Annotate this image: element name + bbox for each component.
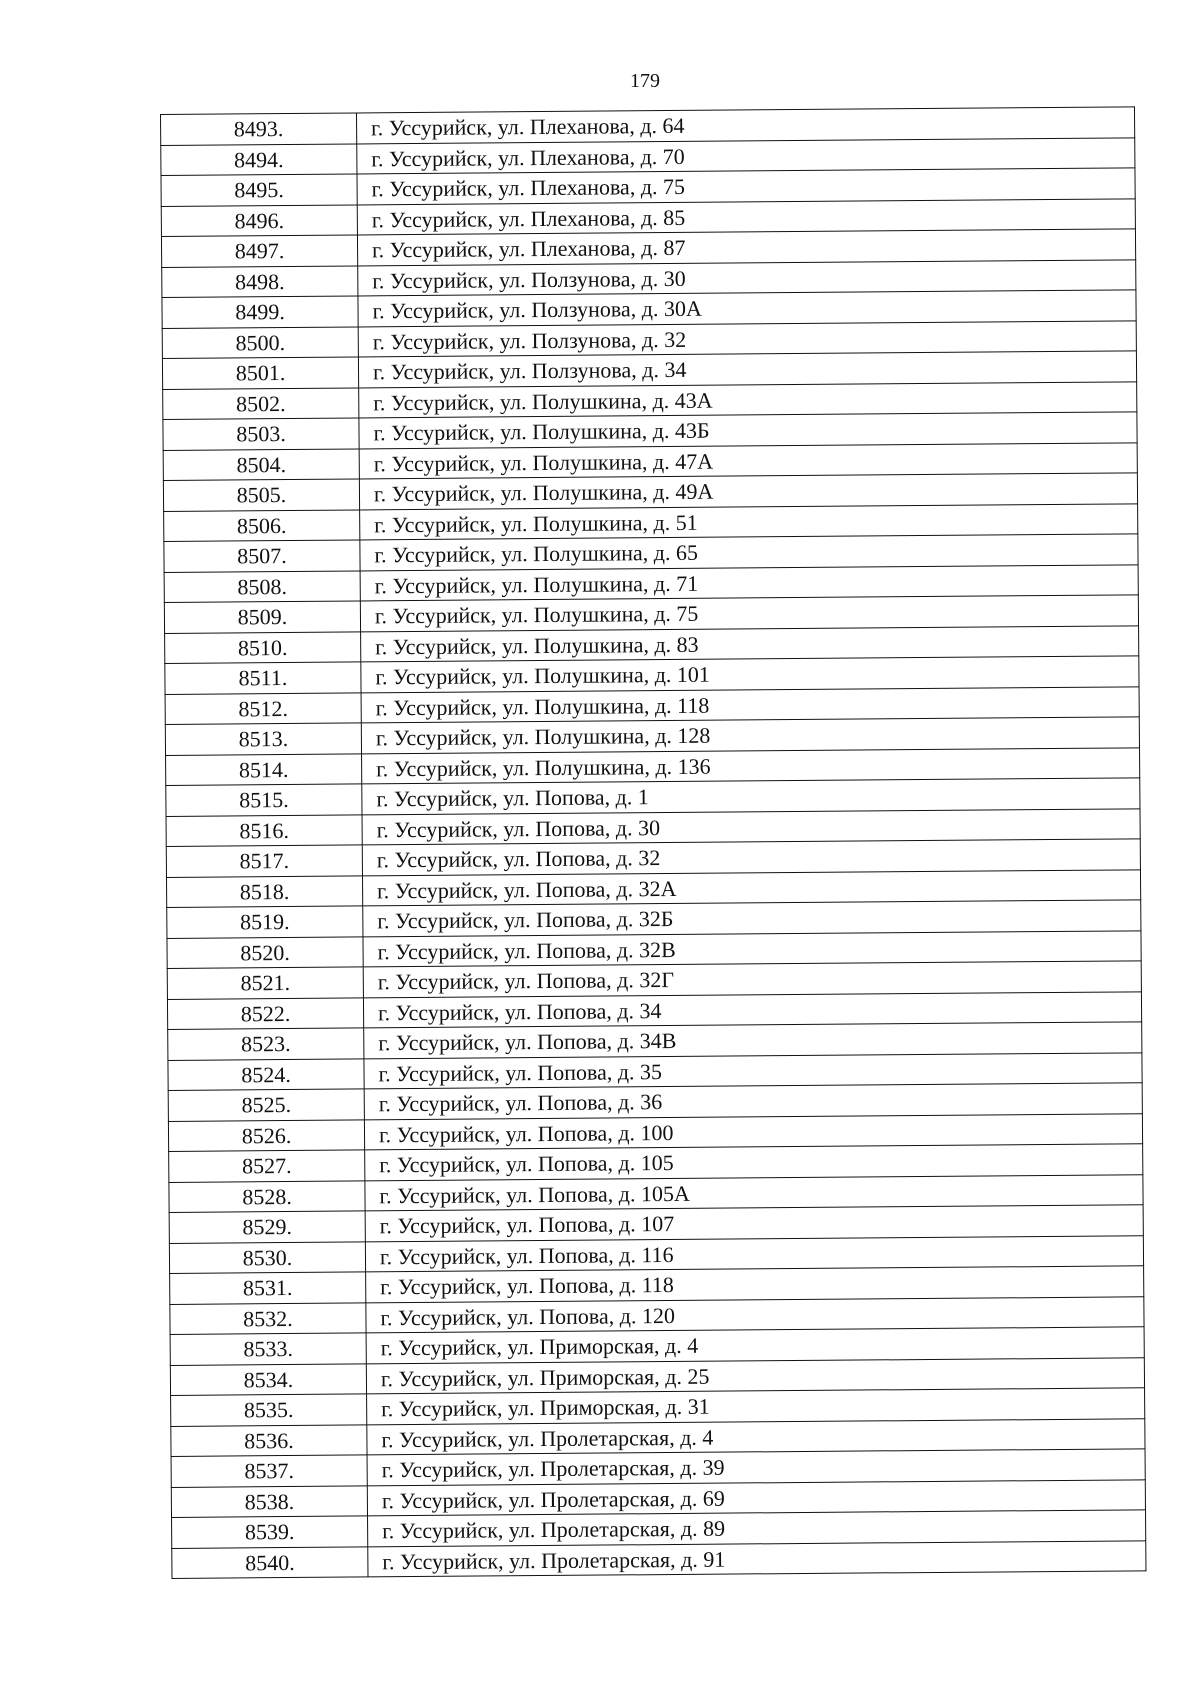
- address-cell: г. Уссурийск, ул. Попова, д. 35: [364, 1052, 1142, 1089]
- row-number-cell: 8497.: [161, 235, 357, 267]
- address-cell: г. Уссурийск, ул. Полушкина, д. 51: [360, 503, 1138, 540]
- address-table-body: [161, 107, 1146, 1579]
- address-cell: г. Уссурийск, ул. Попова, д. 32Г: [363, 961, 1141, 998]
- row-number-cell: 8518.: [166, 875, 362, 907]
- address-cell: г. Уссурийск, ул. Попова, д. 34: [363, 991, 1141, 1028]
- row-number-cell: 8519.: [167, 906, 363, 938]
- row-number-cell: 8538.: [171, 1485, 367, 1517]
- row-number-cell: 8516.: [166, 814, 362, 846]
- row-number-cell: 8500.: [162, 326, 358, 358]
- row-number-cell: 8536.: [171, 1424, 367, 1456]
- address-cell: г. Уссурийск, ул. Попова, д. 32Б: [363, 900, 1141, 937]
- address-cell: г. Уссурийск, ул. Попова, д. 32: [362, 839, 1140, 876]
- address-cell: г. Уссурийск, ул. Плеханова, д. 75: [357, 168, 1135, 205]
- address-cell: г. Уссурийск, ул. Полушкина, д. 71: [360, 564, 1138, 601]
- row-number-cell: 8522.: [167, 997, 363, 1029]
- row-number-cell: 8498.: [162, 265, 358, 297]
- address-cell: г. Уссурийск, ул. Пролетарская, д. 39: [367, 1449, 1145, 1486]
- row-number-cell: 8501.: [162, 357, 358, 389]
- row-number-cell: 8540.: [172, 1546, 368, 1578]
- row-number-cell: 8502.: [163, 387, 359, 419]
- page-number: 179: [630, 70, 660, 92]
- address-cell: г. Уссурийск, ул. Попова, д. 34В: [364, 1022, 1142, 1059]
- row-number-cell: 8539.: [172, 1516, 368, 1548]
- address-cell: г. Уссурийск, ул. Ползунова, д. 30А: [358, 290, 1136, 327]
- row-number-cell: 8537.: [171, 1455, 367, 1487]
- row-number-cell: 8508.: [164, 570, 360, 602]
- row-number-cell: 8527.: [169, 1150, 365, 1182]
- address-cell: г. Уссурийск, ул. Пролетарская, д. 69: [367, 1479, 1145, 1516]
- row-number-cell: 8507.: [164, 540, 360, 572]
- row-number-cell: 8525.: [168, 1089, 364, 1121]
- row-number-cell: 8506.: [164, 509, 360, 541]
- address-cell: г. Уссурийск, ул. Попова, д. 100: [364, 1113, 1142, 1150]
- address-table-container: [160, 106, 1146, 1579]
- row-number-cell: 8529.: [169, 1211, 365, 1243]
- address-cell: г. Уссурийск, ул. Приморская, д. 4: [366, 1327, 1144, 1364]
- address-cell: г. Уссурийск, ул. Попова, д. 105А: [365, 1174, 1143, 1211]
- address-cell: г. Уссурийск, ул. Приморская, д. 31: [367, 1388, 1145, 1425]
- address-cell: г. Уссурийск, ул. Попова, д. 120: [366, 1296, 1144, 1333]
- row-number-cell: 8534.: [170, 1363, 366, 1395]
- address-cell: г. Уссурийск, ул. Ползунова, д. 30: [358, 259, 1136, 296]
- row-number-cell: 8510.: [165, 631, 361, 663]
- address-cell: г. Уссурийск, ул. Попова, д. 116: [365, 1235, 1143, 1272]
- address-cell: г. Уссурийск, ул. Плеханова, д. 87: [357, 229, 1135, 266]
- address-cell: г. Уссурийск, ул. Полушкина, д. 43Б: [359, 412, 1137, 449]
- address-cell: г. Уссурийск, ул. Плеханова, д. 70: [357, 137, 1135, 174]
- row-number-cell: 8526.: [168, 1119, 364, 1151]
- row-number-cell: 8499.: [162, 296, 358, 328]
- row-number-cell: 8524.: [168, 1058, 364, 1090]
- address-cell: г. Уссурийск, ул. Полушкина, д. 75: [360, 595, 1138, 632]
- row-number-cell: 8515.: [166, 784, 362, 816]
- row-number-cell: 8528.: [169, 1180, 365, 1212]
- address-table: [160, 106, 1146, 1579]
- row-number-cell: 8495.: [161, 174, 357, 206]
- address-cell: г. Уссурийск, ул. Полушкина, д. 118: [361, 686, 1139, 723]
- row-number-cell: 8509.: [164, 601, 360, 633]
- row-number-cell: 8523.: [168, 1028, 364, 1060]
- address-cell: г. Уссурийск, ул. Полушкина, д. 83: [361, 625, 1139, 662]
- address-cell: г. Уссурийск, ул. Полушкина, д. 101: [361, 656, 1139, 693]
- row-number-cell: 8530.: [169, 1241, 365, 1273]
- row-number-cell: 8535.: [171, 1394, 367, 1426]
- address-cell: г. Уссурийск, ул. Полушкина, д. 47А: [359, 442, 1137, 479]
- address-cell: г. Уссурийск, ул. Пролетарская, д. 91: [368, 1540, 1146, 1577]
- address-cell: г. Уссурийск, ул. Полушкина, д. 43А: [359, 381, 1137, 418]
- address-cell: г. Уссурийск, ул. Попова, д. 118: [366, 1266, 1144, 1303]
- row-number-cell: 8511.: [165, 662, 361, 694]
- address-cell: г. Уссурийск, ул. Полушкина, д. 49А: [359, 473, 1137, 510]
- row-number-cell: 8521.: [167, 967, 363, 999]
- row-number-cell: 8533.: [170, 1333, 366, 1365]
- address-cell: г. Уссурийск, ул. Попова, д. 32В: [363, 930, 1141, 967]
- address-cell: г. Уссурийск, ул. Плеханова, д. 85: [357, 198, 1135, 235]
- table-row: [172, 1540, 1146, 1578]
- address-cell: г. Уссурийск, ул. Полушкина, д. 128: [361, 717, 1139, 754]
- row-number-cell: 8514.: [166, 753, 362, 785]
- address-cell: г. Уссурийск, ул. Плеханова, д. 64: [356, 107, 1134, 144]
- row-number-cell: 8503.: [163, 418, 359, 450]
- address-cell: г. Уссурийск, ул. Пролетарская, д. 89: [368, 1510, 1146, 1547]
- address-cell: г. Уссурийск, ул. Попова, д. 32А: [362, 869, 1140, 906]
- row-number-cell: 8512.: [165, 692, 361, 724]
- row-number-cell: 8517.: [166, 845, 362, 877]
- address-cell: г. Уссурийск, ул. Попова, д. 36: [364, 1083, 1142, 1120]
- address-cell: г. Уссурийск, ул. Полушкина, д. 136: [362, 747, 1140, 784]
- row-number-cell: 8504.: [163, 448, 359, 480]
- row-number-cell: 8505.: [163, 479, 359, 511]
- row-number-cell: 8513.: [165, 723, 361, 755]
- address-cell: г. Уссурийск, ул. Пролетарская, д. 4: [367, 1418, 1145, 1455]
- row-number-cell: 8493.: [161, 113, 357, 145]
- address-cell: г. Уссурийск, ул. Ползунова, д. 34: [358, 351, 1136, 388]
- address-cell: г. Уссурийск, ул. Попова, д. 107: [365, 1205, 1143, 1242]
- row-number-cell: 8520.: [167, 936, 363, 968]
- row-number-cell: 8494.: [161, 143, 357, 175]
- address-cell: г. Уссурийск, ул. Полушкина, д. 65: [360, 534, 1138, 571]
- address-cell: г. Уссурийск, ул. Попова, д. 105: [365, 1144, 1143, 1181]
- address-cell: г. Уссурийск, ул. Приморская, д. 25: [366, 1357, 1144, 1394]
- row-number-cell: 8532.: [170, 1302, 366, 1334]
- address-cell: г. Уссурийск, ул. Ползунова, д. 32: [358, 320, 1136, 357]
- address-cell: г. Уссурийск, ул. Попова, д. 30: [362, 808, 1140, 845]
- row-number-cell: 8531.: [170, 1272, 366, 1304]
- address-cell: г. Уссурийск, ул. Попова, д. 1: [362, 778, 1140, 815]
- row-number-cell: 8496.: [161, 204, 357, 236]
